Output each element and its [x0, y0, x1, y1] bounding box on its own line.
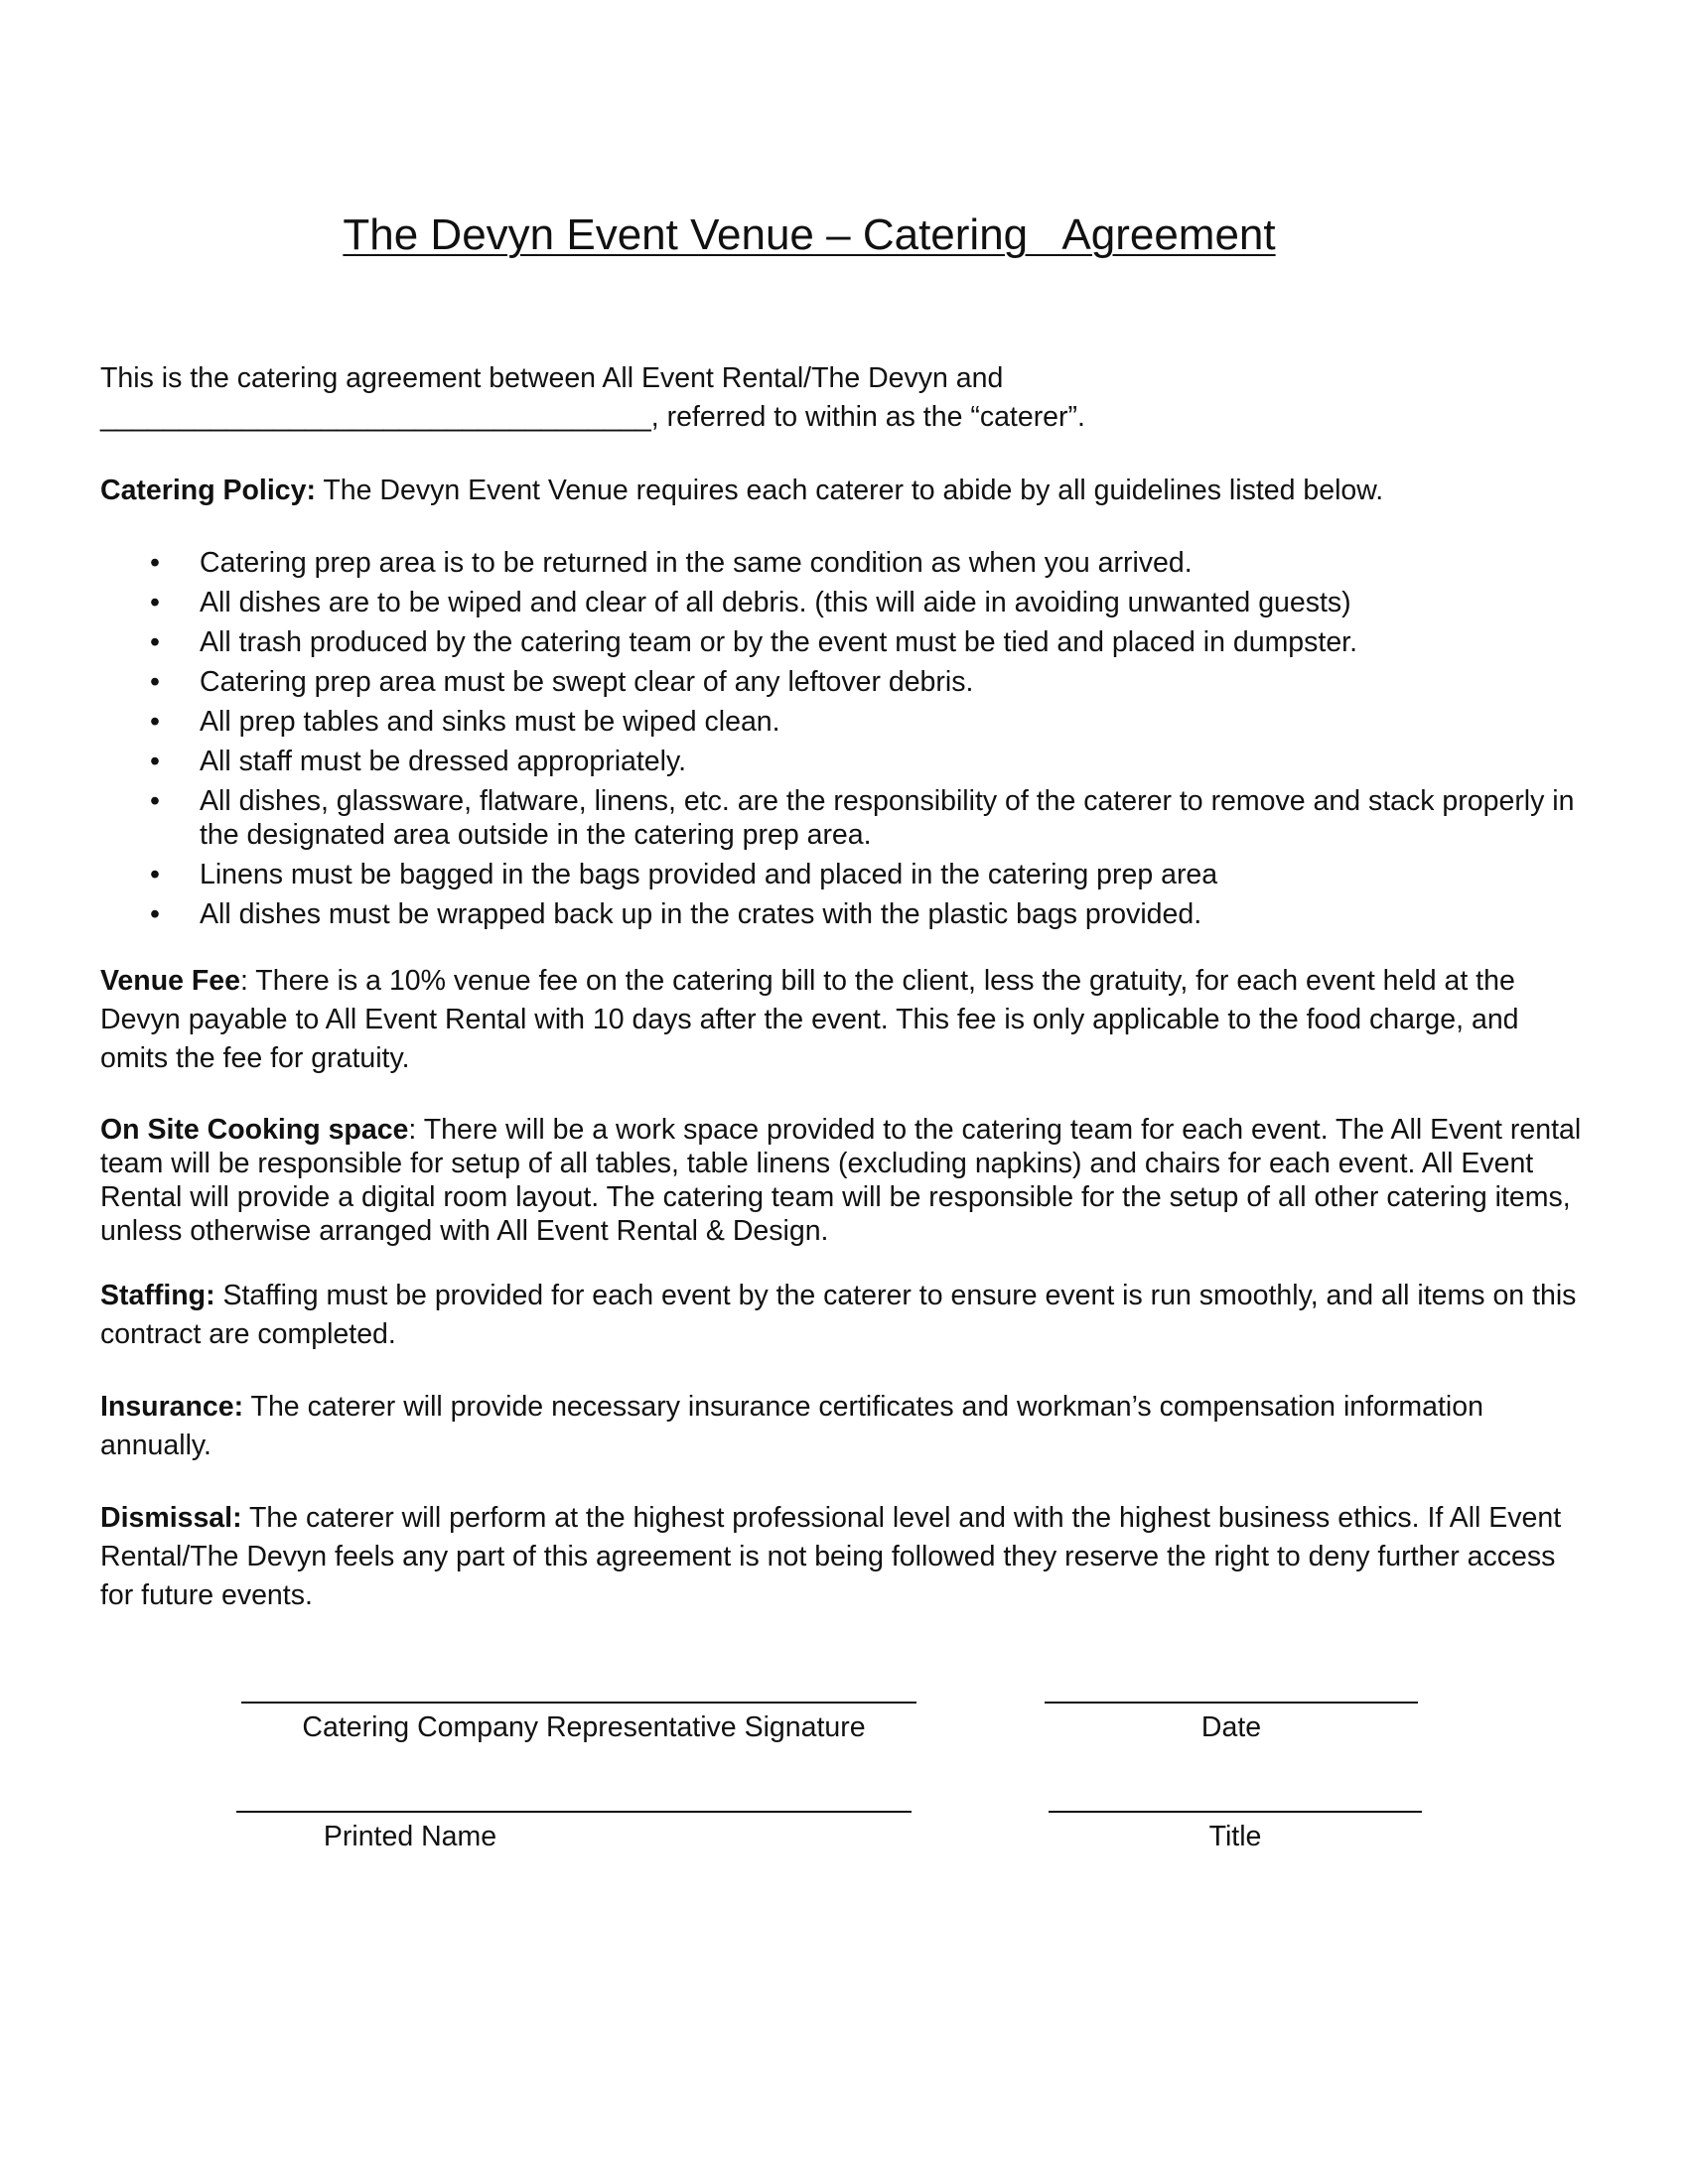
guideline-item: [100, 665, 1590, 699]
insurance-text: The caterer will provide necessary insurance certificates and workman’s compensation information annually.: [100, 1391, 1483, 1461]
signature-line[interactable]: [241, 1702, 916, 1704]
venue-fee-heading: Venue Fee: [100, 965, 240, 997]
bullet-icon: •: [150, 587, 160, 618]
guideline-text: Linens must be bagged in the bags provided and placed in the catering prep area: [200, 859, 1218, 890]
intro-line-2: [100, 398, 1590, 437]
guideline-item: [100, 897, 1590, 931]
venue-fee-text: : There is a 10% venue fee on the catering bill to the client, less the gratuity, for each event held at the Devyn payable to All Event Rental with 10 days after the event. This fee is only applicable to the food charge, and omits the fee for gratuity.: [100, 965, 1519, 1074]
guideline-item: [100, 745, 1590, 778]
on-site-cooking-heading: On Site Cooking space: [100, 1114, 409, 1146]
staffing-paragraph: [100, 1277, 1590, 1354]
guideline-text: All dishes are to be wiped and clear of all debris. (this will aide in avoiding unwanted guests): [200, 587, 1351, 618]
staffing-text: Staffing must be provided for each event by the caterer to ensure event is run smoothly, and all items on this contract are completed.: [100, 1280, 1577, 1350]
bullet-icon: •: [150, 547, 160, 579]
guideline-item: [100, 586, 1590, 619]
dismissal-paragraph: [100, 1499, 1590, 1615]
intro-paragraph: [100, 359, 1590, 437]
catering-policy-paragraph: [100, 472, 1590, 510]
guideline-text: All prep tables and sinks must be wiped clean.: [200, 706, 780, 738]
intro-line-2-text: , referred to within as the “caterer”.: [650, 401, 1085, 433]
guideline-item: [100, 858, 1590, 891]
signature-label: Catering Company Representative Signature: [302, 1711, 866, 1743]
bullet-icon: •: [150, 859, 160, 890]
guideline-item: [100, 546, 1590, 580]
date-label: Date: [1200, 1711, 1262, 1743]
date-line[interactable]: [1045, 1702, 1418, 1704]
bullet-icon: •: [150, 746, 160, 777]
on-site-cooking-text: : There will be a work space provided to the catering team for each event. The All Event rental team will be responsible for setup of all tables, table linens (excluding napkins) and chairs for each event. All Event Rental will provide a digital room layout. The catering team will be responsible for the setup of all other catering items, unless otherwise arranged with All Event Rental & Design.: [100, 1114, 1582, 1247]
bullet-icon: •: [150, 898, 160, 930]
caterer-name-blank: ___________________________________: [100, 401, 651, 433]
printed-name-label: Printed Name: [323, 1821, 497, 1852]
title-label: Title: [1208, 1821, 1262, 1852]
intro-line-1: This is the catering agreement between All Event Rental/The Devyn and: [100, 362, 1004, 394]
document-title: The Devyn Event Venue – Catering Agreement: [343, 210, 1276, 259]
dismissal-text: The caterer will perform at the highest professional level and with the highest business ethics. If All Event Rental/The Devyn feels any part of this agreement is not being followed they reserve the right to deny further access for future events.: [100, 1502, 1562, 1611]
guideline-text: Catering prep area is to be returned in the same condition as when you arrived.: [200, 547, 1193, 579]
guideline-text: Catering prep area must be swept clear of any leftover debris.: [200, 666, 974, 698]
guideline-text: All staff must be dressed appropriately.: [200, 746, 687, 777]
bullet-icon: •: [150, 706, 160, 738]
catering-policy-text: The Devyn Event Venue requires each caterer to abide by all guidelines listed below.: [315, 475, 1384, 506]
guideline-item: [100, 705, 1590, 739]
guideline-list: [100, 546, 1590, 937]
venue-fee-paragraph: [100, 962, 1590, 1078]
title-line[interactable]: [1049, 1811, 1422, 1813]
dismissal-heading: Dismissal:: [100, 1502, 242, 1534]
guideline-text: All trash produced by the catering team or by the event must be tied and placed in dumpster.: [200, 626, 1358, 658]
bullet-icon: •: [150, 666, 160, 698]
guideline-text: All dishes, glassware, flatware, linens, etc. are the responsibility of the caterer to remove and stack properly in the designated area outside in the catering prep area.: [200, 785, 1575, 851]
on-site-cooking-paragraph: [100, 1113, 1590, 1248]
bullet-icon: •: [150, 626, 160, 658]
guideline-item: [100, 625, 1590, 659]
insurance-heading: Insurance:: [100, 1391, 244, 1423]
printed-name-line[interactable]: [236, 1811, 912, 1813]
guideline-item: [100, 784, 1590, 852]
insurance-paragraph: [100, 1388, 1590, 1465]
bullet-icon: •: [150, 785, 160, 817]
staffing-heading: Staffing:: [100, 1280, 215, 1311]
guideline-text: All dishes must be wrapped back up in the crates with the plastic bags provided.: [200, 898, 1202, 930]
catering-policy-heading: Catering Policy:: [100, 475, 316, 506]
